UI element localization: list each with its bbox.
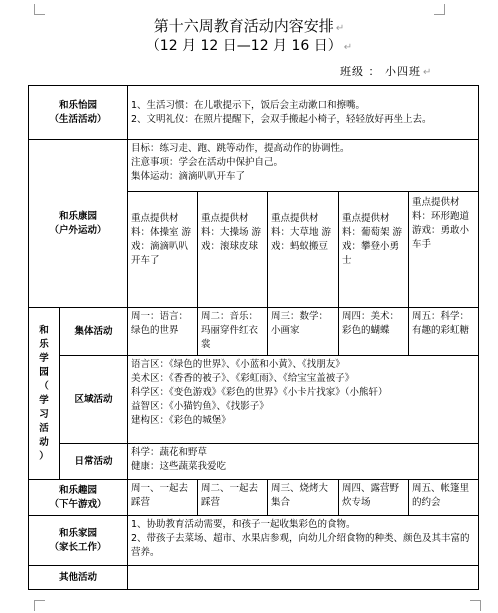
outdoor-thu: 重点提供材料：葡萄架 游戏：攀登小勇士 (339, 192, 409, 308)
outdoor-tue: 重点提供材料：大操场 游戏：滚球皮球 (198, 192, 268, 308)
home-content (128, 516, 479, 566)
home-line-1: 1、协助教育活动需要，和孩子一起收集彩色的食物。 (131, 519, 356, 530)
crop-mark-top-right (434, 4, 445, 15)
crop-mark-top-left (34, 4, 45, 15)
study-daily-content (128, 444, 479, 480)
crop-mark-bottom-left (34, 600, 45, 611)
area-art: 美术区：《香香的被子》、《彩虹雨》、《给宝宝盖被子》 (131, 373, 355, 384)
study-group-wed: 周三：数学：小画家 (268, 308, 339, 356)
outdoor-wed: 重点提供材料：大草地 游戏：蚂蚁搬豆 (268, 192, 339, 308)
fun-thu: 周四、露营野炊专场 (339, 480, 409, 516)
crop-mark-bottom-right (470, 600, 481, 611)
class-text: 班级 ： 小四班 (340, 65, 421, 78)
life-row (29, 86, 479, 140)
outdoor-fri: 重点提供材料：环形跑道 游戏：勇敢小车手 (409, 192, 479, 308)
other-label: 其他活动 (29, 566, 128, 590)
home-label: 和乐家园 （家长工作） (29, 516, 128, 566)
fun-label: 和乐趣园 （下午游戏） (29, 480, 128, 516)
paragraph-mark-icon: ↵ (423, 67, 433, 78)
life-line-2: 2、文明礼仪：在照片提醒下，会双手搬起小椅子，轻轻放好再坐上去。 (131, 113, 432, 125)
outdoor-notes: 注意事项：学会在活动中保护自己。 (131, 157, 284, 168)
fun-tue: 周二、一起去踩营 (198, 480, 268, 516)
other-row (29, 566, 479, 590)
home-line-2: 2、带孩子去菜场、超市、水果店参观，向幼儿介绍食物的种类、颜色及其丰富的营养。 (131, 533, 470, 558)
schedule-table (28, 85, 479, 590)
area-build: 建构区：《彩色的城堡》 (131, 415, 231, 426)
study-group-thu: 周四：美术：彩色的蝴蝶 (339, 308, 409, 356)
study-daily-row (29, 444, 479, 480)
area-science: 科学区：《变色游戏》《彩色的世界》《小卡片找家》（小熊轩） (131, 387, 388, 398)
daily-health: 健康：这些蔬菜我爱吃 (131, 461, 227, 472)
life-line-1: 1、生活习惯：在儿歌提示下，饭后会主动漱口和擦嘴。 (131, 99, 366, 111)
study-group-row (29, 308, 479, 356)
study-group-tue: 周二：音乐：玛丽穿件红衣裳 (198, 308, 268, 356)
study-group-fri: 周五：科学：有趣的彩虹糖 (409, 308, 479, 356)
life-label: 和乐怡园 （生活活动） (29, 86, 128, 140)
fun-mon: 周一、一起去踩营 (128, 480, 198, 516)
outdoor-goal: 目标：练习走、跑、跳等动作，提高动作的协调性。 (131, 143, 350, 154)
outdoor-label: 和乐康园 （户外运动） (29, 140, 128, 308)
study-group-label: 集体活动 (60, 308, 128, 356)
paragraph-mark-icon: ↵ (343, 42, 353, 53)
study-area-row (29, 356, 479, 444)
paragraph-mark-icon: ↵ (335, 23, 345, 34)
outdoor-group-sport: 集体运动：滴滴叭叭开车了 (131, 171, 246, 182)
document-subtitle (0, 36, 498, 58)
daily-science: 科学：蔬花和野草 (131, 447, 208, 458)
outdoor-row-top (29, 140, 479, 192)
fun-row (29, 480, 479, 516)
study-outer-label: 和 乐 学 园 （ 学 习 活 动 ） (29, 308, 60, 480)
life-content (128, 86, 479, 140)
title-text: 第十六周教育活动内容安排 (153, 17, 334, 35)
outdoor-overview (128, 140, 479, 192)
study-area-content (128, 356, 479, 444)
study-area-label: 区域活动 (60, 356, 128, 444)
other-content (128, 566, 479, 590)
fun-fri: 周五、帐篷里的约会 (409, 480, 479, 516)
home-row (29, 516, 479, 566)
study-group-mon: 周一：语言：绿色的世界 (128, 308, 198, 356)
fun-wed: 周三、烧烤大集合 (268, 480, 339, 516)
area-puzzle: 益智区：《小猫钓鱼》、《找影子》 (131, 401, 269, 412)
outdoor-mon: 重点提供材料：体操室 游戏：滴滴叭叭开车了 (128, 192, 198, 308)
subtitle-text: （12 月 12 日—12 月 16 日） (145, 38, 342, 54)
area-language: 语言区：《绿色的世界》、《小蓝和小黄》、《找朋友》 (131, 359, 345, 370)
class-line (340, 63, 432, 79)
study-daily-label: 日常活动 (60, 444, 128, 480)
